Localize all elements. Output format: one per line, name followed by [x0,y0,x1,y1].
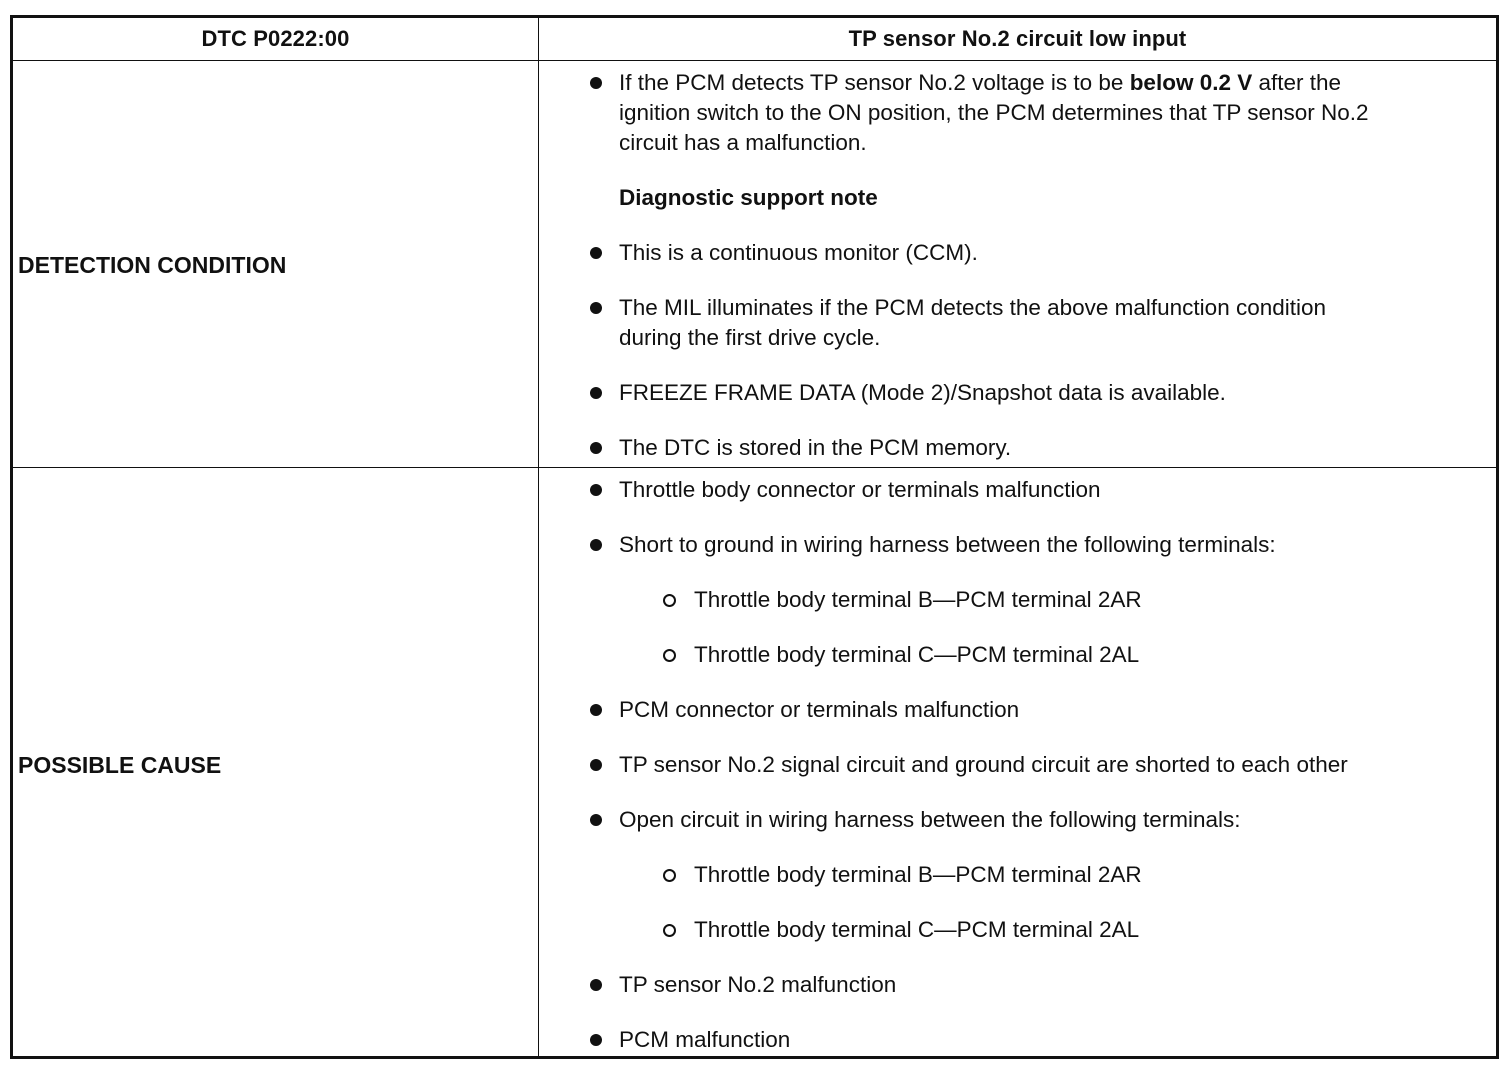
bullet-icon [590,484,602,496]
bullet-icon [590,247,602,259]
bullet-icon [590,704,602,716]
header-divider [13,60,1496,61]
detection-item-1-line-1: If the PCM detects TP sensor No.2 voltage is to be below 0.2 V after the [619,70,1342,95]
sub-bullet-icon [663,869,676,882]
bullet-icon [590,759,602,771]
detection-item-5: The DTC is stored in the PCM memory. [619,435,1012,460]
sub-bullet-icon [663,649,676,662]
bullet-icon [590,77,602,89]
possible-cause-label: POSSIBLE CAUSE [18,752,222,778]
diagnostic-support-note-heading: Diagnostic support note [619,185,878,210]
detection-condition-label: DETECTION CONDITION [18,252,287,278]
detection-item-2: This is a continuous monitor (CCM). [619,240,978,265]
cause-sub-item: Throttle body terminal C—PCM terminal 2AL [694,642,1140,667]
detection-item-1-line-2: ignition switch to the ON position, the PCM determines that TP sensor No.2 [619,100,1369,125]
bullet-icon [590,814,602,826]
cause-item: Open circuit in wiring harness between the following terminals: [619,807,1241,832]
row-divider [13,467,1496,468]
sub-bullet-icon [663,924,676,937]
bullet-icon [590,1034,602,1046]
cause-item: PCM connector or terminals malfunction [619,697,1020,722]
voltage-threshold: below 0.2 V [1129,70,1253,95]
detection-item-4: FREEZE FRAME DATA (Mode 2)/Snapshot data is available. [619,380,1226,405]
dtc-table [10,15,1499,1059]
cause-item: Short to ground in wiring harness between the following terminals: [619,532,1276,557]
cause-item: TP sensor No.2 malfunction [619,972,897,997]
cause-item: PCM malfunction [619,1027,791,1052]
cause-sub-item: Throttle body terminal B—PCM terminal 2AR [694,587,1142,612]
bullet-icon [590,539,602,551]
header-dtc-title: TP sensor No.2 circuit low input [848,26,1187,51]
bullet-icon [590,387,602,399]
cause-item: Throttle body connector or terminals malfunction [619,477,1101,502]
detection-item-1-line-3: circuit has a malfunction. [619,130,867,155]
cause-sub-item: Throttle body terminal C—PCM terminal 2AL [694,917,1140,942]
header-dtc-code: DTC P0222:00 [201,26,350,51]
detection-item-3-line-1: The MIL illuminates if the PCM detects the above malfunction condition [619,295,1327,320]
column-divider [538,18,539,1056]
bullet-icon [590,979,602,991]
sub-bullet-icon [663,594,676,607]
detection-item-3-line-2: during the first drive cycle. [619,325,881,350]
cause-sub-item: Throttle body terminal B—PCM terminal 2AR [694,862,1142,887]
cause-item: TP sensor No.2 signal circuit and ground circuit are shorted to each other [619,752,1348,777]
bullet-icon [590,442,602,454]
bullet-icon [590,302,602,314]
